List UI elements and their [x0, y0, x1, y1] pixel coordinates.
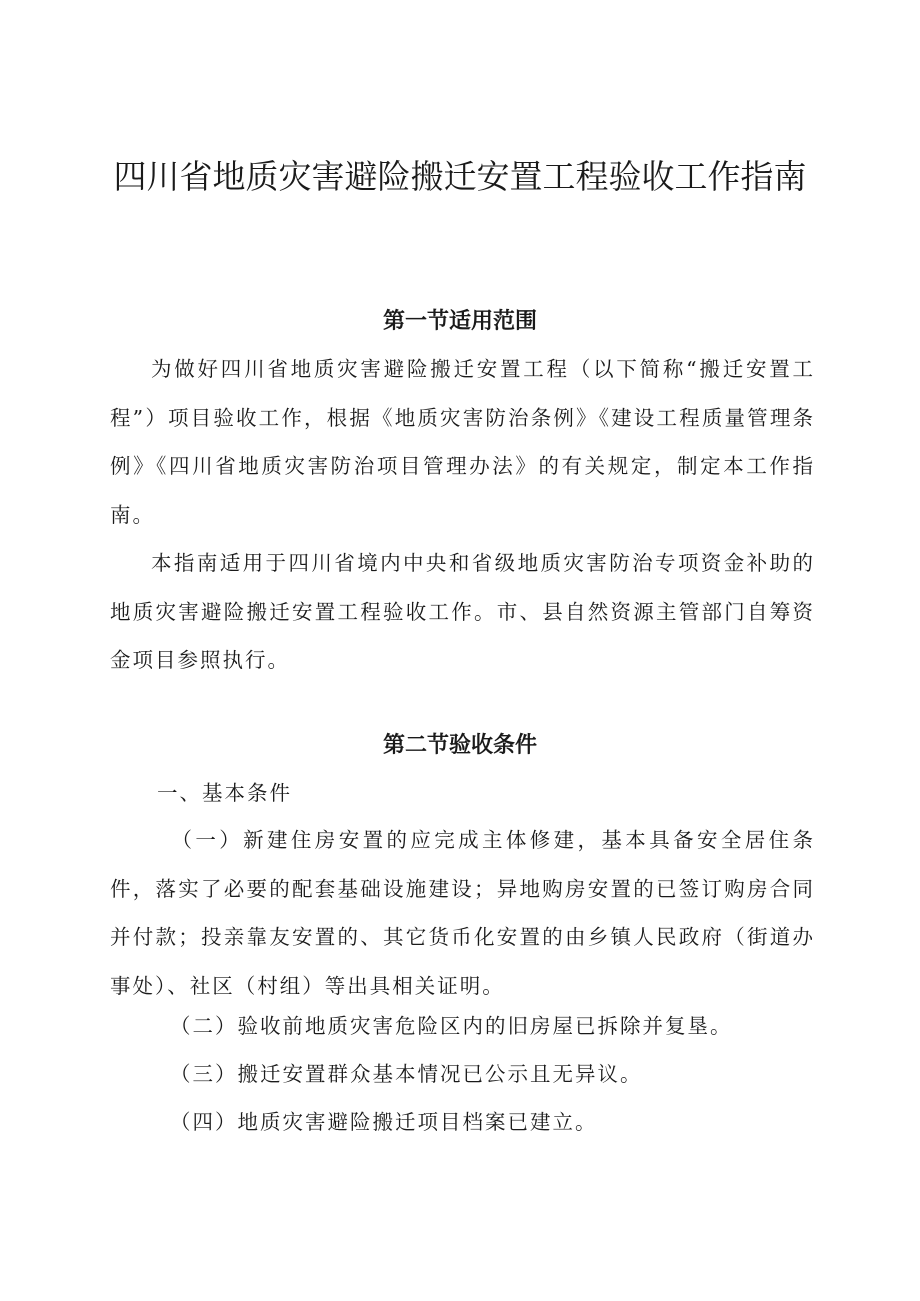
section-1-heading: 第一节适用范围 [382, 309, 537, 334]
condition-item-3: （三）搬迁安置群众基本情况已公示且无异议。 [170, 1062, 643, 1086]
condition-item-4: （四）地质灾害避险搬迁项目档案已建立。 [170, 1110, 598, 1134]
condition-item-1: （一）新建住房安置的应完成主体修建，基本具备安全居住条件，落实了必要的配套基础设施建设；异地购房安置的已签订购房合同并付款；投亲靠友安置的、其它货币化安置的由乡镇人民政府（街道办事处）、社区（村组）等出具相关证明。 [110, 828, 815, 998]
section-1-paragraph-1: 为做好四川省地质灾害避险搬迁安置工程（以下简称“搬迁安置工程”）项目验收工作，根据《地质灾害防治条例》《建设工程质量管理条例》《四川省地质灾害防治项目管理办法》的有关规定，制定本工作指南。 [110, 357, 815, 527]
section-2-heading: 第二节验收条件 [382, 733, 537, 758]
document-title: 四川省地质灾害避险搬迁安置工程验收工作指南 [113, 157, 807, 196]
section-1-paragraph-2: 本指南适用于四川省境内中央和省级地质灾害防治专项资金补助的地质灾害避险搬迁安置工程验收工作。市、县自然资源主管部门自筹资金项目参照执行。 [110, 551, 815, 672]
condition-item-2: （二）验收前地质灾害危险区内的旧房屋已拆除并复垦。 [170, 1014, 733, 1038]
basic-conditions-heading: 一、基本条件 [157, 781, 292, 805]
